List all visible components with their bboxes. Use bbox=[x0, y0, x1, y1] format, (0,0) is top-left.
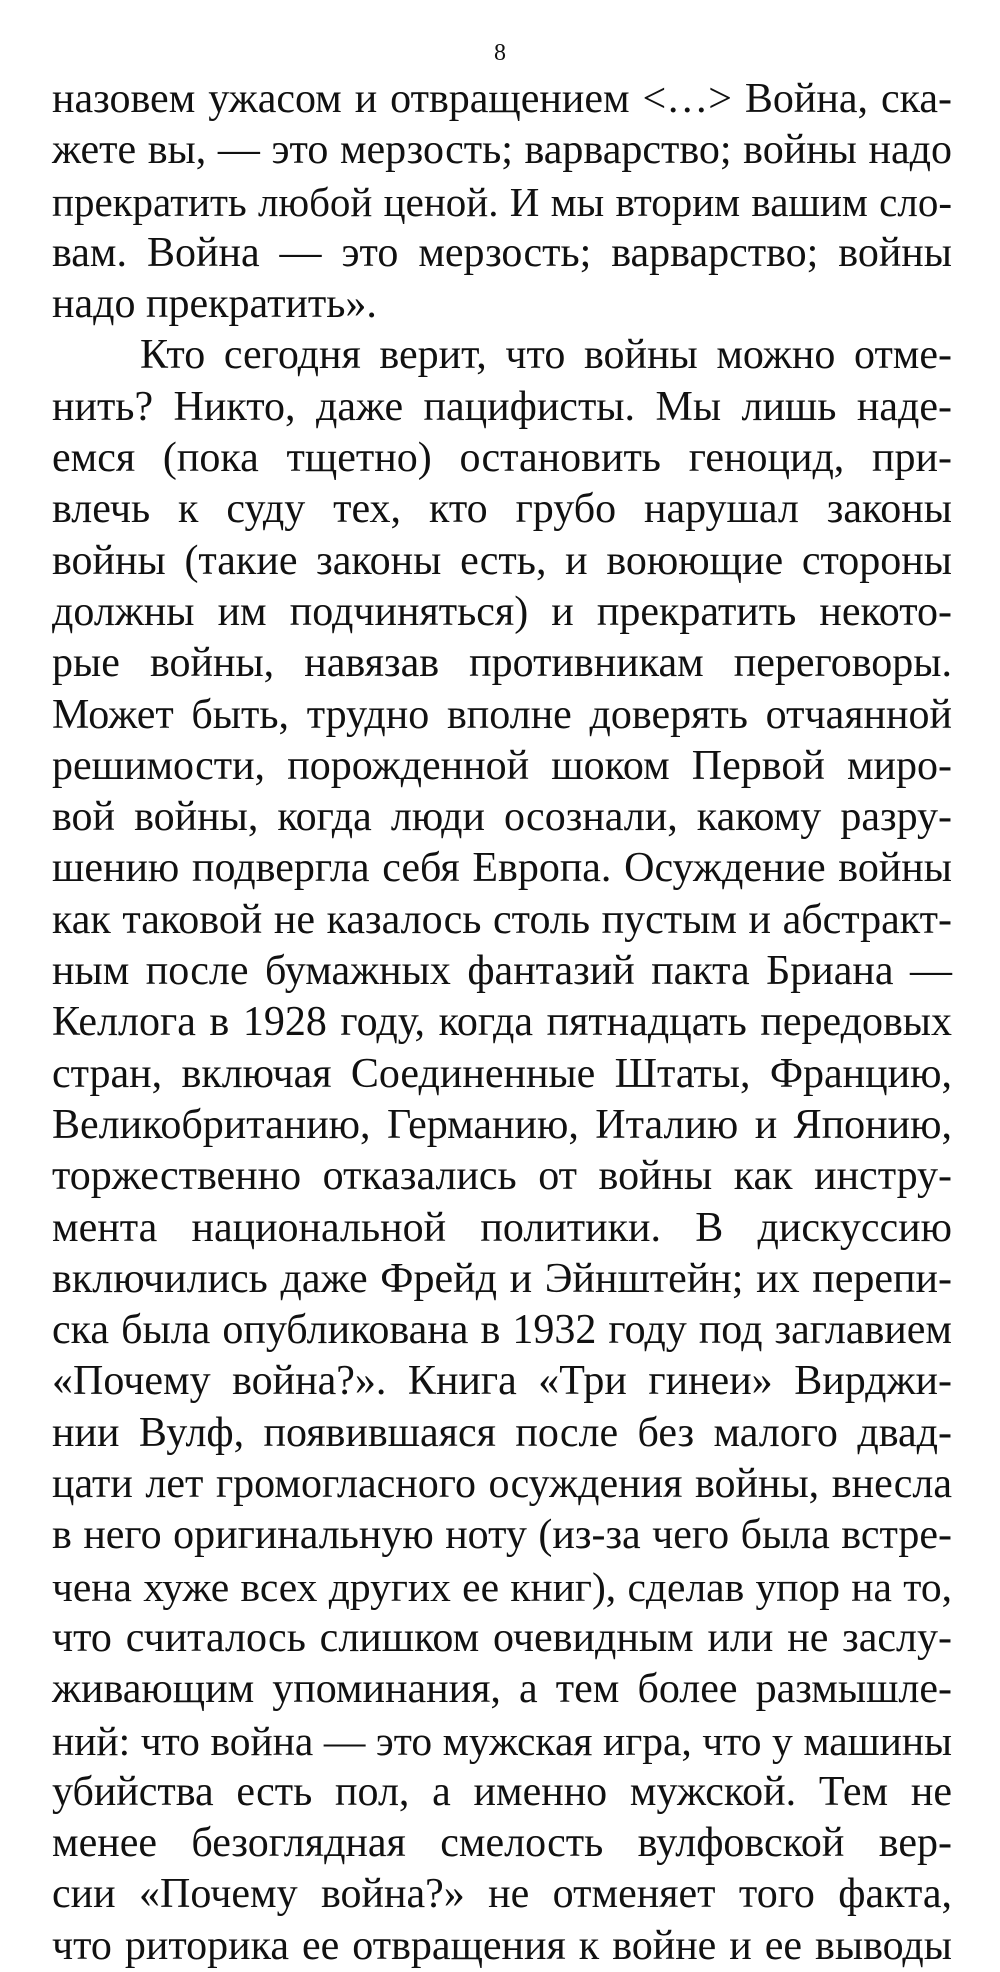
text-line: Может быть, трудно вполне доверять отчаянной bbox=[52, 691, 952, 738]
text-line: ска была опубликована в 1932 году под заглавием bbox=[52, 1307, 952, 1354]
text-line: убийства есть пол, а именно мужской. Тем не bbox=[52, 1768, 952, 1815]
text-line: жете вы, — это мерзость; варварство; войны надо bbox=[52, 127, 952, 174]
text-line: решимости, порожденной шоком Первой миро- bbox=[52, 742, 952, 789]
text-line: живающим упоминания, а тем более размышле- bbox=[52, 1666, 952, 1713]
text-line: «Почему война?». Книга «Три гинеи» Вирджи- bbox=[52, 1358, 952, 1405]
text-line: менее безоглядная смелость вулфовской вер- bbox=[52, 1820, 952, 1867]
text-line: вам. Война — это мерзость; варварство; войны bbox=[52, 229, 952, 276]
text-line: чена хуже всех других ее книг), сделав упор на то, bbox=[52, 1563, 952, 1610]
text-line: включились даже Фрейд и Эйнштейн; их перепи- bbox=[52, 1255, 952, 1302]
text-line: нии Вулф, появившаяся после без малого двад- bbox=[52, 1409, 952, 1456]
text-line: мента национальной политики. В дискуссию bbox=[52, 1204, 952, 1251]
text-line: емся (пока тщетно) остановить геноцид, при- bbox=[52, 435, 952, 482]
page-number: 8 bbox=[494, 40, 506, 66]
text-line: шению подвергла себя Европа. Осуждение войны bbox=[52, 845, 952, 892]
text-line: нить? Никто, даже пацифисты. Мы лишь наде- bbox=[52, 383, 952, 430]
text-line: что считалось слишком очевидным или не заслу- bbox=[52, 1614, 952, 1661]
text-line: как таковой не казалось столь пустым и абстракт- bbox=[52, 896, 952, 943]
text-line: вой войны, когда люди осознали, какому разру- bbox=[52, 794, 952, 841]
text-line: ным после бумажных фантазий пакта Бриана — bbox=[52, 948, 952, 995]
text-line: Великобританию, Германию, Италию и Японию, bbox=[52, 1101, 952, 1148]
text-line: Келлога в 1928 году, когда пятнадцать передовых bbox=[52, 999, 952, 1046]
text-line: прекратить любой ценой. И мы вторим вашим сло- bbox=[52, 178, 952, 225]
text-line: влечь к суду тех, кто грубо нарушал законы bbox=[52, 486, 952, 533]
text-line: ний: что война — это мужская игра, что у машины bbox=[52, 1717, 952, 1764]
text-line: должны им подчиняться) и прекратить некото- bbox=[52, 588, 952, 635]
text-line: цати лет громогласного осуждения войны, внесла bbox=[52, 1461, 952, 1508]
paragraph-first-line: Кто сегодня верит, что войны можно отме- bbox=[140, 332, 952, 379]
body-text bbox=[52, 74, 952, 1972]
text-line: стран, включая Соединенные Штаты, Францию, bbox=[52, 1050, 952, 1097]
text-line: в него оригинальную ноту (из-за чего была встре- bbox=[52, 1512, 952, 1559]
text-line: рые войны, навязав противникам переговоры. bbox=[52, 640, 952, 687]
text-line: торжественно отказались от войны как инстру- bbox=[52, 1153, 952, 1200]
text-line: сии «Почему война?» не отменяет того факта, bbox=[52, 1871, 952, 1918]
text-line: что риторика ее отвращения к войне и ее выводы bbox=[52, 1922, 952, 1969]
text-line: назовем ужасом и отвращением <…> Война, ска- bbox=[52, 76, 952, 122]
text-line: надо прекратить». bbox=[52, 281, 377, 328]
text-line: войны (такие законы есть, и воюющие стороны bbox=[52, 537, 952, 584]
